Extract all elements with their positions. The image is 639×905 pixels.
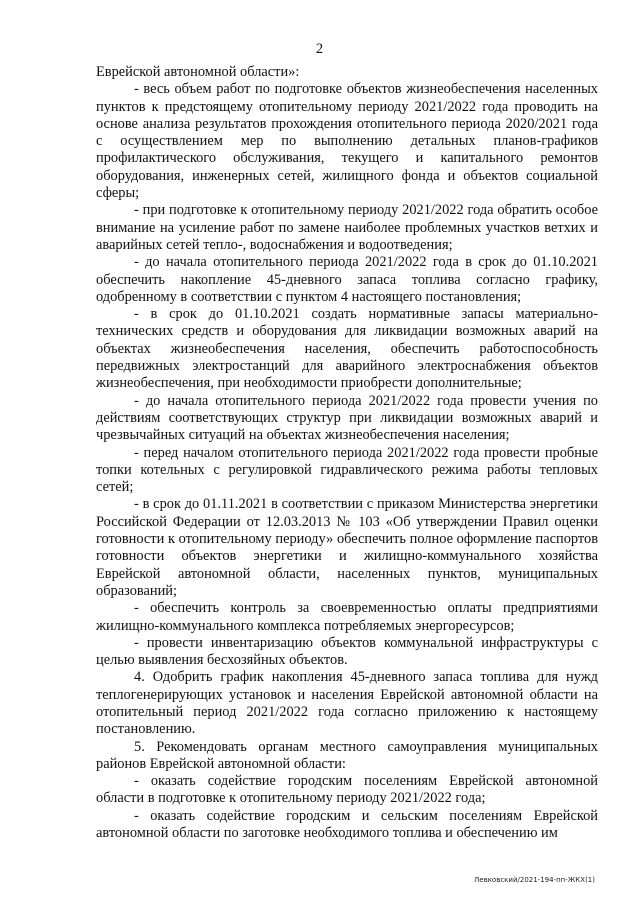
- paragraph-item: - в срок до 01.10.2021 создать нормативные запасы материально-технических средств и оборудования для ликвидации возможных аварий на объектах жизнеобеспечения населения, обеспечить работоспособность передвижных электростанций для аварийного электроснабжения объектов жизнеобеспечения, при необходимости приобрести дополнительные;: [96, 306, 598, 392]
- paragraph-item: - провести инвентаризацию объектов коммунальной инфраструктуры с целью выявления бесхозяйных объектов.: [96, 634, 598, 669]
- paragraph-item: - перед началом отопительного периода 2021/2022 года провести пробные топки котельных с регулировкой гидравлического режима работы тепловых сетей;: [96, 444, 598, 496]
- paragraph-item: - при подготовке к отопительному периоду 2021/2022 года обратить особое внимание на усиление работ по замене наиболее проблемных участков ветхих и аварийных сетей тепло-, водоснабжения и водоотведения;: [96, 202, 598, 253]
- document-footer-code: Левковский/2021-194-пп-ЖКХ(1): [474, 876, 595, 884]
- paragraph-item: - до начала отопительного периода 2021/2022 года провести учения по действиям соответствующих структур при ликвидации возможных аварий и чрезвычайных ситуаций на объектах жизнеобеспечения населения;: [96, 392, 598, 444]
- paragraph-item: - весь объем работ по подготовке объектов жизнеобеспечения населенных пунктов к предстоящему отопительному периоду 2021/2022 года проводить на основе анализа результатов прохождения отопительного периода 2020/2021 года с осуществлением мер по выполнению детальных планов-графиков профилактического обслуживания, текущего и капитального ремонтов оборудования, инженерных сетей, жилищного фонда и объектов социальной сферы;: [96, 81, 598, 202]
- paragraph-item: - оказать содействие городским и сельским поселениям Еврейской автономной области по заготовке необходимого топлива и обеспечению им: [96, 807, 598, 842]
- page-number: 2: [315, 41, 324, 57]
- document-body: [96, 64, 598, 842]
- paragraph-clause-5: 5. Рекомендовать органам местного самоуправления муниципальных районов Еврейской автономной области:: [96, 738, 598, 772]
- paragraph-item: - в срок до 01.11.2021 в соответствии с приказом Министерства энергетики Российской Федерации от 12.03.2013 № 103 «Об утверждении Правил оценки готовности к отопительному периоду» обеспечить полное оформление паспортов готовности объектов энергетики и жилищно-коммунального хозяйства Еврейской автономной области, населенных пунктов, муниципальных образований;: [96, 496, 598, 599]
- paragraph-item: - до начала отопительного периода 2021/2022 года в срок до 01.10.2021 обеспечить накопление 45-дневного запаса топлива согласно графику, одобренному в соответствии с пунктом 4 настоящего постановления;: [96, 254, 598, 305]
- paragraph-intro: Еврейской автономной области»:: [96, 64, 300, 80]
- paragraph-item: - оказать содействие городским поселениям Еврейской автономной области в подготовке к отопительному периоду 2021/2022 года;: [96, 773, 598, 807]
- paragraph-clause-4: 4. Одобрить график накопления 45-дневного запаса топлива для нужд теплогенерирующих установок и населения Еврейской автономной области на отопительный период 2021/2022 года согласно приложению к настоящему постановлению.: [96, 669, 598, 738]
- paragraph-item: - обеспечить контроль за своевременностью оплаты предприятиями жилищно-коммунального комплекса потребляемых энергоресурсов;: [96, 600, 598, 634]
